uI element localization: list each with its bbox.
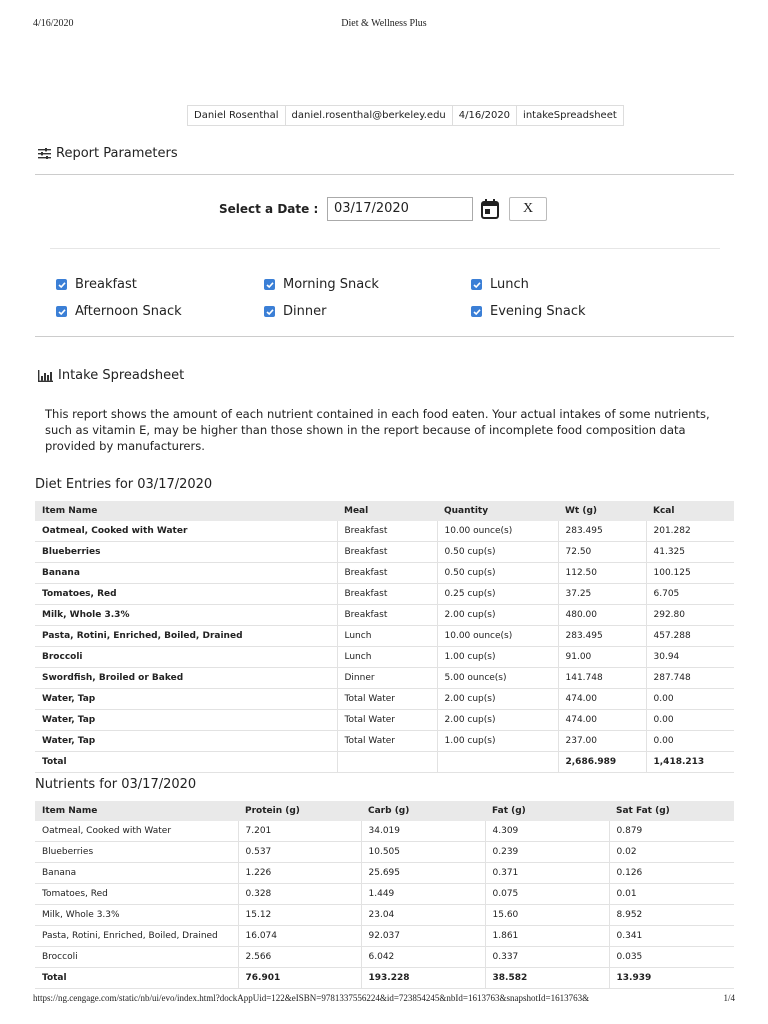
table-cell: 2.566	[238, 947, 361, 968]
report-type: intakeSpreadsheet	[523, 110, 617, 121]
meal-label: Evening Snack	[490, 304, 586, 319]
table-cell: Total Water	[337, 689, 437, 710]
table-cell: Swordfish, Broiled or Baked	[35, 668, 337, 689]
table-cell: 0.00	[646, 731, 734, 752]
table-cell: Pasta, Rotini, Enriched, Boiled, Drained	[35, 626, 337, 647]
column-header: Kcal	[646, 501, 734, 521]
meal-checkbox-morning-snack[interactable]	[264, 277, 379, 292]
table-cell: 16.074	[238, 926, 361, 947]
table-cell: 0.50 cup(s)	[437, 542, 558, 563]
table-cell: 112.50	[558, 563, 646, 584]
meal-checkbox-evening-snack[interactable]	[471, 304, 586, 319]
table-cell: 0.25 cup(s)	[437, 584, 558, 605]
table-cell: 0.337	[485, 947, 609, 968]
intake-spreadsheet-heading	[38, 368, 184, 383]
table-cell: 15.12	[238, 905, 361, 926]
table-cell: 2.00 cup(s)	[437, 605, 558, 626]
table-cell: 2.00 cup(s)	[437, 710, 558, 731]
table-cell: 201.282	[646, 521, 734, 542]
diet-entries-table	[35, 501, 734, 773]
table-cell: 37.25	[558, 584, 646, 605]
table-row	[35, 821, 734, 842]
table-cell: 0.50 cup(s)	[437, 563, 558, 584]
table-cell: 0.537	[238, 842, 361, 863]
diet-entries-title: Diet Entries for 03/17/2020	[35, 477, 213, 492]
table-cell: 283.495	[558, 626, 646, 647]
divider	[35, 174, 734, 175]
total-cell	[437, 752, 558, 773]
table-cell: 292.80	[646, 605, 734, 626]
table-cell: Breakfast	[337, 542, 437, 563]
table-cell: 6.042	[361, 947, 485, 968]
table-row	[35, 710, 734, 731]
table-cell: 0.371	[485, 863, 609, 884]
print-title: Diet & Wellness Plus	[341, 18, 427, 29]
table-cell: Broccoli	[35, 947, 238, 968]
table-cell: 30.94	[646, 647, 734, 668]
table-cell: 0.328	[238, 884, 361, 905]
user-email: daniel.rosenthal@berkeley.edu	[286, 106, 453, 125]
table-cell: Oatmeal, Cooked with Water	[35, 521, 337, 542]
divider	[50, 248, 720, 249]
table-row	[35, 668, 734, 689]
total-cell: 38.582	[485, 968, 609, 989]
table-cell: 0.00	[646, 689, 734, 710]
table-cell: Banana	[35, 863, 238, 884]
table-cell: Lunch	[337, 626, 437, 647]
table-cell: 41.325	[646, 542, 734, 563]
total-cell: 1,418.213	[646, 752, 734, 773]
meal-label: Dinner	[283, 304, 327, 319]
table-cell: 4.309	[485, 821, 609, 842]
total-cell	[337, 752, 437, 773]
table-row	[35, 647, 734, 668]
table-cell: Water, Tap	[35, 731, 337, 752]
meal-label: Afternoon Snack	[75, 304, 182, 319]
table-row	[35, 731, 734, 752]
table-cell: 480.00	[558, 605, 646, 626]
table-cell: 474.00	[558, 689, 646, 710]
table-cell: 1.00 cup(s)	[437, 647, 558, 668]
report-parameters-title: Report Parameters	[56, 146, 178, 161]
table-cell: 1.449	[361, 884, 485, 905]
meal-label: Lunch	[490, 277, 529, 292]
table-cell: 92.037	[361, 926, 485, 947]
calendar-icon[interactable]	[481, 199, 499, 219]
table-cell: Broccoli	[35, 647, 337, 668]
date-input[interactable]: 03/17/2020	[327, 197, 473, 221]
table-cell: 283.495	[558, 521, 646, 542]
table-header-row	[35, 801, 734, 821]
table-row	[35, 542, 734, 563]
total-cell: 76.901	[238, 968, 361, 989]
table-row	[35, 689, 734, 710]
table-row	[35, 563, 734, 584]
date-label: Select a Date :	[219, 202, 319, 216]
column-header: Protein (g)	[238, 801, 361, 821]
table-cell: 0.239	[485, 842, 609, 863]
column-header: Carb (g)	[361, 801, 485, 821]
table-cell: 0.075	[485, 884, 609, 905]
total-row	[35, 752, 734, 773]
table-cell: 1.861	[485, 926, 609, 947]
print-footer-url: https://ng.cengage.com/static/nb/ui/evo/index.html?dockAppUid=122&eISBN=9781337556224&id=723854245&nbId=1613763&snapshotId=1613763&	[33, 993, 590, 1003]
table-cell: Breakfast	[337, 605, 437, 626]
meal-label: Morning Snack	[283, 277, 379, 292]
column-header: Wt (g)	[558, 501, 646, 521]
meal-checkbox-dinner[interactable]	[264, 304, 326, 319]
table-cell: Tomatoes, Red	[35, 584, 337, 605]
table-cell: 7.201	[238, 821, 361, 842]
print-date: 4/16/2020	[33, 18, 74, 29]
total-cell: Total	[35, 752, 337, 773]
table-cell: 10.00 ounce(s)	[437, 521, 558, 542]
nutrients-table	[35, 801, 734, 989]
column-header: Meal	[337, 501, 437, 521]
column-header: Quantity	[437, 501, 558, 521]
nutrients-title: Nutrients for 03/17/2020	[35, 777, 197, 792]
table-row	[35, 926, 734, 947]
total-cell: Total	[35, 968, 238, 989]
check-icon[interactable]	[264, 306, 275, 317]
table-row	[35, 947, 734, 968]
table-cell: 1.226	[238, 863, 361, 884]
table-row	[35, 521, 734, 542]
total-cell: 2,686.989	[558, 752, 646, 773]
table-row	[35, 584, 734, 605]
table-cell: 0.341	[609, 926, 734, 947]
table-cell: 457.288	[646, 626, 734, 647]
user-info-bar	[187, 105, 624, 126]
table-cell: Breakfast	[337, 584, 437, 605]
table-cell: 0.126	[609, 863, 734, 884]
table-cell: Total Water	[337, 710, 437, 731]
report-date: 4/16/2020	[453, 106, 517, 125]
table-row	[35, 905, 734, 926]
table-cell: 10.505	[361, 842, 485, 863]
table-cell: 34.019	[361, 821, 485, 842]
table-cell: 15.60	[485, 905, 609, 926]
print-page-number: 1/4	[723, 993, 735, 1003]
table-cell: Breakfast	[337, 521, 437, 542]
total-row	[35, 968, 734, 989]
table-cell: Milk, Whole 3.3%	[35, 905, 238, 926]
total-cell: 13.939	[609, 968, 734, 989]
table-cell: 23.04	[361, 905, 485, 926]
check-icon[interactable]	[56, 306, 67, 317]
table-cell: 0.00	[646, 710, 734, 731]
sliders-icon	[38, 148, 51, 159]
table-cell: 141.748	[558, 668, 646, 689]
table-header-row	[35, 501, 734, 521]
table-cell: Blueberries	[35, 842, 238, 863]
table-cell: 0.879	[609, 821, 734, 842]
meal-checkbox-lunch[interactable]	[471, 277, 529, 292]
table-cell: Lunch	[337, 647, 437, 668]
check-icon[interactable]	[264, 279, 275, 290]
column-header: Fat (g)	[485, 801, 609, 821]
table-cell: Water, Tap	[35, 710, 337, 731]
table-cell: 0.01	[609, 884, 734, 905]
check-icon[interactable]	[471, 279, 482, 290]
intake-spreadsheet-title: Intake Spreadsheet	[58, 368, 185, 383]
divider	[35, 336, 734, 337]
table-cell: 1.00 cup(s)	[437, 731, 558, 752]
table-cell: Oatmeal, Cooked with Water	[35, 821, 238, 842]
report-parameters-heading	[38, 146, 178, 161]
table-row	[35, 884, 734, 905]
table-cell: Dinner	[337, 668, 437, 689]
table-row	[35, 626, 734, 647]
table-cell: 237.00	[558, 731, 646, 752]
table-cell: Pasta, Rotini, Enriched, Boiled, Drained	[35, 926, 238, 947]
table-cell: 100.125	[646, 563, 734, 584]
table-cell: 72.50	[558, 542, 646, 563]
user-name: Daniel Rosenthal	[188, 106, 286, 125]
table-cell: Milk, Whole 3.3%	[35, 605, 337, 626]
clear-date-button[interactable]: X	[509, 197, 547, 221]
table-cell: Total Water	[337, 731, 437, 752]
report-description: This report shows the amount of each nutrient contained in each food eaten. Your actual intakes of some nutrients, such as vitamin E, may be higher than those shown in the report because of incomplete food composition data provided by manufacturers.	[45, 407, 710, 453]
date-selector	[219, 197, 547, 221]
bar-chart-icon	[38, 370, 53, 382]
table-cell: 0.035	[609, 947, 734, 968]
table-row	[35, 863, 734, 884]
total-cell: 193.228	[361, 968, 485, 989]
meal-checkbox-afternoon-snack[interactable]	[56, 304, 182, 319]
column-header: Item Name	[35, 501, 337, 521]
table-row	[35, 605, 734, 626]
table-cell: Breakfast	[337, 563, 437, 584]
check-icon[interactable]	[471, 306, 482, 317]
table-cell: Banana	[35, 563, 337, 584]
meal-checkbox-breakfast[interactable]	[56, 277, 137, 292]
table-cell: 25.695	[361, 863, 485, 884]
column-header: Sat Fat (g)	[609, 801, 734, 821]
table-cell: 8.952	[609, 905, 734, 926]
table-cell: 5.00 ounce(s)	[437, 668, 558, 689]
table-row	[35, 842, 734, 863]
table-cell: 2.00 cup(s)	[437, 689, 558, 710]
table-cell: Tomatoes, Red	[35, 884, 238, 905]
table-cell: Water, Tap	[35, 689, 337, 710]
meal-label: Breakfast	[75, 277, 137, 292]
table-cell: 10.00 ounce(s)	[437, 626, 558, 647]
check-icon[interactable]	[56, 279, 67, 290]
table-cell: 0.02	[609, 842, 734, 863]
table-cell: 287.748	[646, 668, 734, 689]
table-cell: Blueberries	[35, 542, 337, 563]
table-cell: 474.00	[558, 710, 646, 731]
table-cell: 91.00	[558, 647, 646, 668]
column-header: Item Name	[35, 801, 238, 821]
table-cell: 6.705	[646, 584, 734, 605]
